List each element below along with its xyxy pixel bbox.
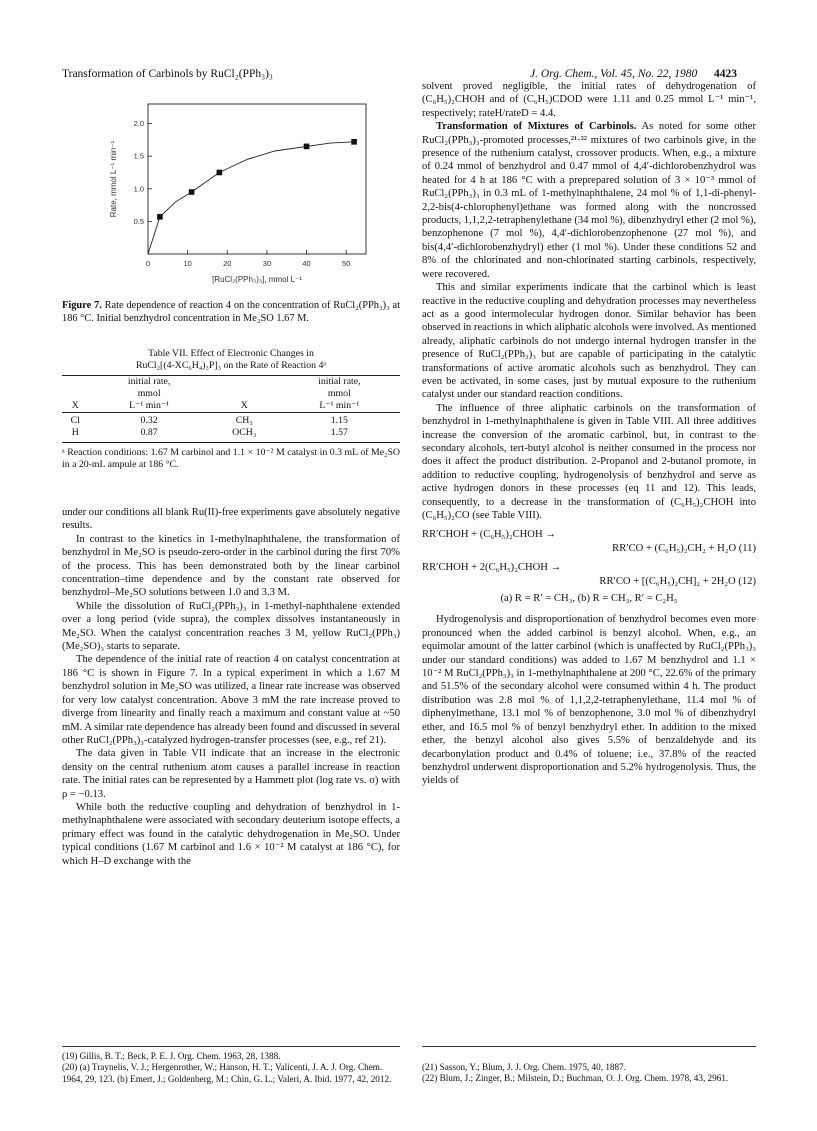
paragraph (422, 120, 756, 281)
table-body (62, 376, 400, 443)
data-point (157, 214, 163, 220)
x-axis-label: [RuCl₂(PPh₃)₃], mmol L⁻¹ (212, 275, 302, 284)
col-rate-1: initial rate, (127, 376, 171, 387)
left-column (62, 506, 400, 868)
paragraph: under our conditions all blank Ru(II)-free experiments gave absolutely negative results. (62, 507, 401, 532)
x-tick-label: 10 (183, 259, 192, 268)
x-tick-label: 40 (302, 259, 311, 268)
col-rate-3b: L⁻¹ min⁻¹ (319, 400, 360, 411)
x-tick-label: 20 (223, 259, 232, 268)
y-tick-label: 2.0 (133, 119, 144, 129)
paragraph: The dependence of the initial rate of reaction 4 on catalyst concentration at 186 °C is shown in Figure 7. In a typical experiment in which a 1.67 M benzhydrol solution in Me₂SO was utilized, a linear rate increase was observed for very low catalyst concentration. Above 3 mM the rate increase proved to diverge from linearity and finally reach a maximum and constant value at ~50 mM. A similar rate dependence has already been found and discussed in several other RuCl₂(PPh₃)₃-catalyzed hydrogen-transfer processes (see, e.g., ref 21). (62, 654, 401, 746)
reference: (19) Gillis, B. T.; Beck, P. E. J. Org. Chem. 1963, 28, 1388. (62, 1051, 281, 1061)
data-point (189, 189, 195, 195)
fit-curve (148, 142, 354, 254)
cell-x1: H (71, 427, 79, 438)
figure-label: Figure 7. (62, 300, 102, 311)
table-vii (62, 348, 400, 471)
eq12-line1: RR′CHOH + 2(C₆H₅)₂CHOH → (422, 562, 562, 574)
right-column (422, 80, 756, 788)
figure-7-chart (100, 96, 390, 311)
x-tick-label: 50 (342, 259, 351, 268)
cell-r1: 0.87 (140, 427, 158, 438)
col-x: X (71, 400, 79, 411)
eq11-line2: RR′CO + (C₆H₅)₂CH₂ + H₂O (11) (612, 542, 756, 554)
paragraph: The influence of three aliphatic carbinols on the transformation of benzhydrol in 1-methylnaphthalene is given in Table VIII. All three additives increase the conversion of the aromatic carbinol, but, in contrast to the secondary alcohols, tert-butyl alcohol is neither consumed in the process nor does it affect the product distribution. 2-Propanol and 2-butanol promote, in addition to reductive coupling, hydrogenolysis of benzhydrol and serve as active hydrogen donors in these processes (eq 11 and 12). This leads, consequently, to a decrease in the transformation of (C₆H₅)₂CHOH into (C₆H₅)₂CO (see Table VIII). (422, 402, 756, 521)
reference: (20) (a) Traynelis, V. J.; Hergenrother, W.; Hanson, H. T.; Valicenti, J. A. J. Org. Chem. 1964, 29, 123. (b) Emert, J.; Goldenberg, M.; Chin, G. L.; Valeri, A. Ibid. 1977, 42, 2012. (62, 1062, 392, 1084)
reference: (21) Sasson, Y.; Blum, J. J. Org. Chem. 1975, 40, 1887. (422, 1062, 627, 1072)
cell-x2: OCH₃ (232, 427, 257, 438)
reference: (22) Blum, J.; Zinger, B.; Milstein, D.; Buchman, O. J. Org. Chem. 1978, 43, 2961. (422, 1073, 729, 1084)
paragraph: The data given in Table VII indicate that an increase in the electronic density on the central ruthenium atom causes a parallel increase in reaction rate. The initial rates can be represented by a Hammett plot (log rate vs. σ) with ρ = −0.13. (62, 748, 400, 800)
references-left (62, 1051, 400, 1085)
cell-x2: CH₃ (235, 415, 253, 426)
y-tick-label: 1.0 (133, 184, 144, 194)
paragraph: Hydrogenolysis and disproportionation of benzhydrol becomes even more pronounced when the added carbinol is benzyl alcohol. When, e.g., an equimolar amount of the latter carbinol (which is unaffected by RuCl₂(PPh₃)₃ under our standard conditions) was added to 1.67 M benzhydrol and 1.1 × 10⁻² M RuCl₂(PPh₃)₃ in 1-methylnaphthalene at 200 °C, 22.6% of the primary and 51.5% of the secondary alcohol were consumed within 4 h. The product distribution was 2.8 mol % of 1,1,2,2-tetraphenylethane, 11.4 mol % of diphenylmethane, 13.1 mol % of benzophenone, 3.0 mol % of dibenzhydryl ether, and 16.5 mol % of benzyl benzhydryl ether. In addition to the mixed ether, the benzyl alcohol also gives 5.5% of benzaldehyde and its decarbonylation product and 0.4% of toluene; i.e., 37.8% of the reacted benzhydrol underwent disproportionation and 5.2% hydrogenolysis. Thus, the yields of (422, 614, 756, 787)
figure-caption-text: Rate dependence of reaction 4 on the concentration of RuCl₂(PPh₃)₃ at 186 °C. Initial benzhydrol concentration in Me₂SO 1.67 M. (62, 300, 400, 324)
references-right (422, 1062, 756, 1085)
journal-citation: J. Org. Chem., Vol. 45, No. 22, 1980 (530, 68, 698, 80)
table-row (62, 427, 400, 439)
cell-r1: 0.32 (140, 415, 158, 426)
footnote-rule-right (422, 1046, 756, 1047)
plot-frame (148, 104, 366, 254)
col-rate-2: mmol (137, 388, 161, 399)
eq12-line2: RR′CO + [(C₆H₅)₂CH]₂ + 2H₂O (12) (599, 575, 756, 587)
cell-r2: 1.57 (330, 427, 348, 438)
equation-11 (422, 528, 756, 555)
table-title-2: RuCl₂[(4-XC₆H₄)₃P]₃ on the Rate of Reaction 4ᵃ (135, 360, 327, 371)
cell-r2: 1.15 (330, 415, 348, 426)
paragraph: While both the reductive coupling and dehydration of benzhydrol in 1-methylnaphthalene were associated with secondary deuterium isotope effects, a primary effect was found in the catalytic dehydrogenation in Me₂SO. Under typical conditions (1.67 M carbinol and 1.6 × 10⁻² M catalyst at 186 °C), for which H–D exchange with the (62, 801, 400, 867)
col-rate-3: L⁻¹ min⁻¹ (129, 400, 170, 411)
y-tick-label: 0.5 (133, 216, 144, 226)
equation-12 (422, 561, 756, 588)
plot-area (109, 104, 366, 284)
col-rate-1b: initial rate, (318, 376, 361, 387)
cell-x1: Cl (70, 415, 80, 426)
table-footnote: ᵃ Reaction conditions: 1.67 M carbinol and 1.1 × 10⁻² M catalyst in 0.3 mL of Me₂SO in a 20-mL ampule at 186 °C. (62, 447, 400, 470)
paragraph: In contrast to the kinetics in 1-methylnaphthalene, the transformation of benzhydrol in Me₂SO is pseudo-zero-order in the carbinol during the first 70% of the process. This has been demonstrated both by the linear carbinol concentration–time dependence and by the constant rate observed for benzhydrol–Me₂SO solutions between 1.0 and 3.3 M. (62, 533, 400, 599)
paragraph: While the dissolution of RuCl₂(PPh₃)₃ in 1-methyl-naphthalene extended over a long period (vide supra), the complex dissolves instantaneously in Me₂SO. When the catalyst concentration reaches 3 M, yellow RuCl₂(PPh₃)(Me₂SO)₃ starts to separate. (62, 600, 400, 653)
paragraph: This and similar experiments indicate that the carbinol which is least reactive in the reductive coupling and dehydration processes may nevertheless act as a good intermolecular hydrogen donor. Similar behavior has been observed in reactions in which aliphatic alcohols were involved. As mentioned already, aliphatic carbinols do not undergo internal hydrogen transfer in the presence of RuCl₂(PPh₃)₃ but are capable of participating in the catalytic transformations of active aromatic alcohols such as benzhydrol. They can even be activated, in some cases, just by mutual exposure to the ruthenium catalyst under our standard reaction conditions. (422, 282, 756, 401)
data-point (351, 139, 357, 145)
paragraph: solvent proved negligible, the initial rates of dehydrogenation of (C₆H₅)₂CHOH and of (C₆H₅)CDOD were 1.11 and 0.25 mmol L⁻¹ min⁻¹, respectively; rateH/rateD = 4.4. (422, 81, 756, 119)
table-title-1: Table VII. Effect of Electronic Changes in (148, 348, 314, 359)
page-number: 4423 (714, 68, 737, 80)
running-title: Transformation of Carbinols by RuCl₂(PPh₃)₃ (62, 68, 273, 80)
data-point (217, 170, 223, 176)
footnote-rule-left (62, 1046, 400, 1047)
figure-caption (62, 300, 400, 325)
x-tick-label: 0 (145, 259, 151, 268)
y-tick-label: 1.5 (133, 151, 144, 161)
col-rate-2b: mmol (327, 388, 351, 399)
x-tick-label: 30 (262, 259, 272, 268)
equation-conditions: (a) R = R′ = CH₃, (b) R = CH₃, R′ = C₂H₅ (500, 593, 678, 605)
data-point (304, 144, 310, 150)
eq11-line1: RR′CHOH + (C₆H₅)₂CHOH → (422, 529, 556, 541)
paragraph-text: As noted for some other RuCl₂(PPh₃)₃-promoted processes,²¹·²² mixtures of two carbinols give, in the presence of the ruthenium catalyst, crossover products. When, e.g., a mixture of 0.24 mmol of benzhydrol and 0.47 mmol of 4,4′-dichlorobenzhydrol was heated for 4 h at 186 °C with a preprepared solution of 3 × 10⁻³ mmol of RuCl₂(PPh₃)₃ in 0.3 mL of 1-methylnaphthalene, 24 mol % of 1,1-di-phenyl-2,2-bis(4-chlorophenyl)ethane was formed along with the noncrossed products, 1,1,2,2-tetraphenylethane (34 mol %), dibenzhydryl ether (2 mol %), benzophenone (7 mol %), 4,4′-dichlorobenzophenone (27 mol %), and bis(4,4′-dichlorobenzhydryl) ether (1 mol %). Under these conditions 52 and 8% of the chlorinated and non-chlorinated starting carbinols, respectively, were recovered. (422, 121, 756, 280)
section-heading: Transformation of Mixtures of Carbinols. (436, 121, 637, 133)
y-axis-label: Rate, mmol L⁻¹ min⁻¹ (109, 140, 118, 218)
col-xb: X (240, 400, 248, 411)
table-row (62, 415, 400, 427)
